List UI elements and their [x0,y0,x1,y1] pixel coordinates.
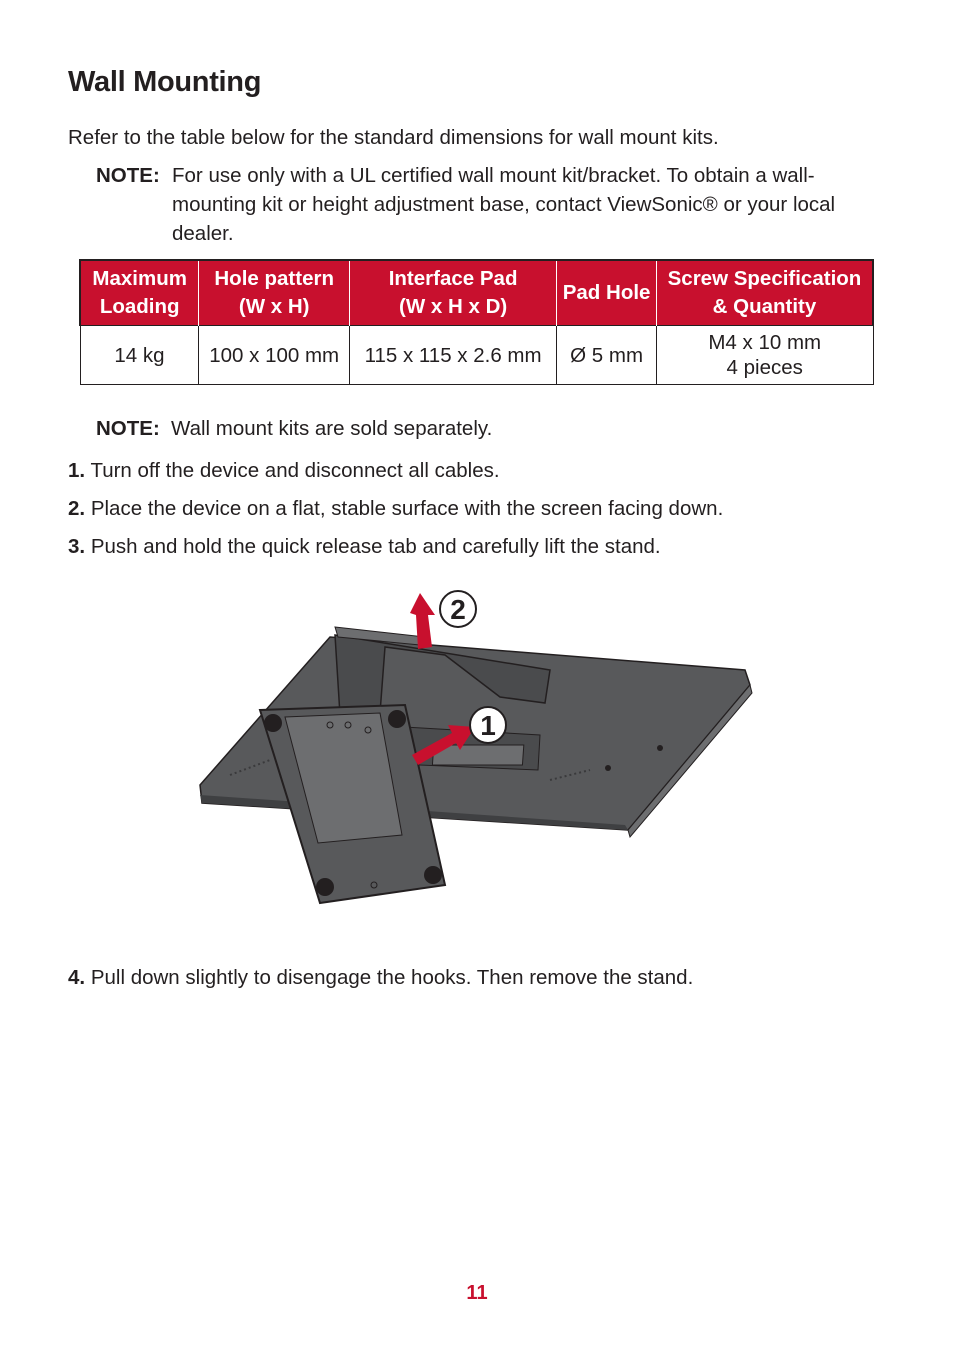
svg-text:1: 1 [480,710,496,741]
cell-max-loading: 14 kg [80,326,199,385]
page-number: 11 [466,1282,488,1304]
stand-removal-illustration [190,585,765,915]
note-label: NOTE: [96,417,160,440]
step-1: 1. Turn off the device and disconnect all cables. [68,459,500,482]
svg-text:2: 2 [450,594,466,625]
callout-2 [440,591,476,627]
header-max-loading: Maximum Loading [80,260,199,326]
wall-mount-spec-table [79,259,874,385]
intro-text: Refer to the table below for the standard dimensions for wall mount kits. [68,126,719,149]
note-text: For use only with a UL certified wall mount kit/bracket. To obtain a wall-mounting kit or height adjustment base, contact ViewSonic® or your local dealer. [172,164,836,245]
table-row [80,326,873,385]
cell-pad-hole: Ø 5 mm [557,326,657,385]
header-pad-hole: Pad Hole [557,260,657,326]
note-certified-kit [96,161,886,245]
note-text: Wall mount kits are sold separately. [171,417,493,440]
note-sold-separately [96,414,492,443]
cell-screw-spec: M4 x 10 mm 4 pieces [656,326,873,385]
step-2: 2. Place the device on a flat, stable surface with the screen facing down. [68,497,724,520]
cell-hole-pattern: 100 x 100 mm [199,326,350,385]
callout-1 [470,707,506,743]
note-label: NOTE: [96,164,160,187]
header-interface-pad: Interface Pad (W x H x D) [349,260,556,326]
table-header-row [80,260,873,326]
header-hole-pattern: Hole pattern (W x H) [199,260,350,326]
step-3: 3. Push and hold the quick release tab and carefully lift the stand. [68,535,661,558]
page-title: Wall Mounting [68,66,262,98]
cell-interface-pad: 115 x 115 x 2.6 mm [349,326,556,385]
step-4: 4. Pull down slightly to disengage the hooks. Then remove the stand. [68,966,694,989]
header-screw-spec: Screw Specification & Quantity [656,260,873,326]
